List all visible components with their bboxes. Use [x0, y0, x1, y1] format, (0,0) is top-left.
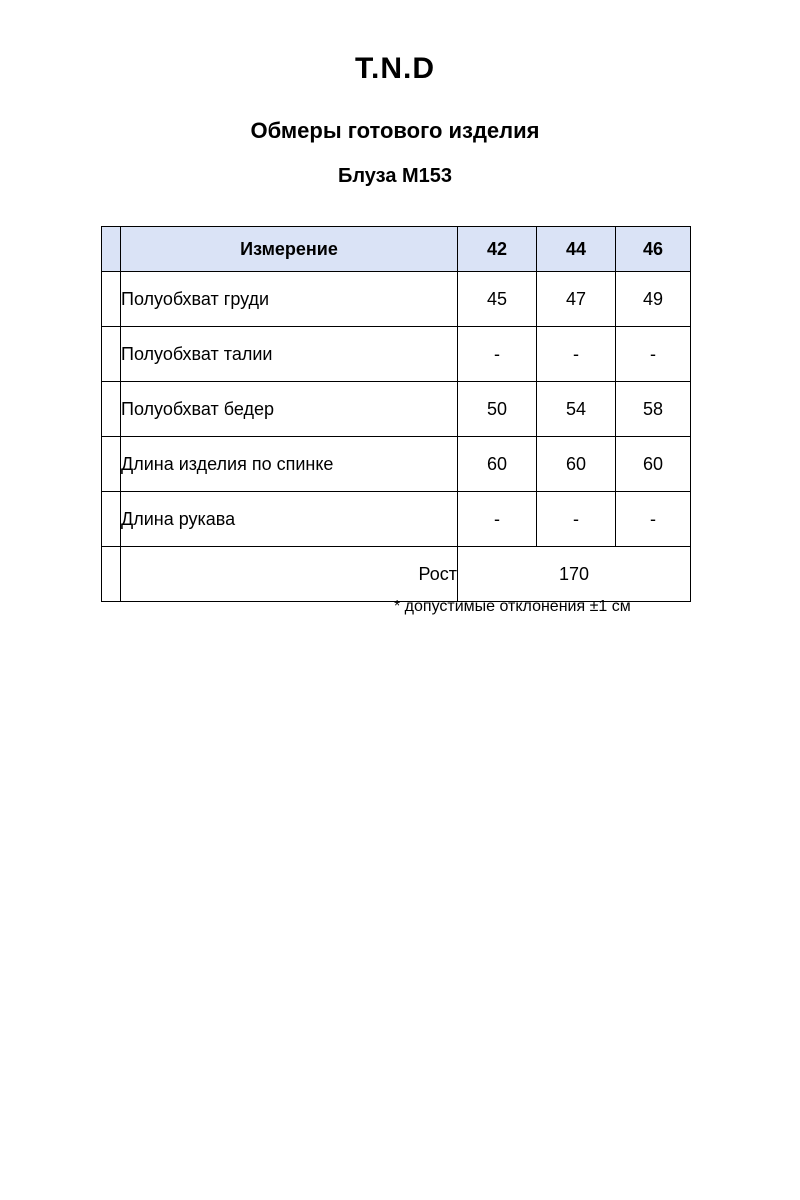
table-row: [102, 272, 691, 327]
measurements-table: [101, 226, 691, 602]
height-value: 170: [458, 547, 691, 602]
measurement-value: -: [458, 492, 537, 547]
measurement-value: 49: [616, 272, 691, 327]
measurement-value: 47: [537, 272, 616, 327]
measurement-value: 60: [616, 437, 691, 492]
measurement-value: -: [458, 327, 537, 382]
measurement-name: Длина изделия по спинке: [121, 437, 458, 492]
table-row: [102, 327, 691, 382]
column-header-size: 46: [616, 227, 691, 272]
height-label: Рост: [121, 547, 458, 602]
measurement-name: Полуобхват бедер: [121, 382, 458, 437]
measurement-value: 60: [537, 437, 616, 492]
page-title: Обмеры готового изделия: [250, 118, 540, 143]
row-marker: [102, 382, 121, 437]
measurement-name: Длина рукава: [121, 492, 458, 547]
row-marker: [102, 547, 121, 602]
table-row: [102, 437, 691, 492]
measurement-value: 50: [458, 382, 537, 437]
measurement-name: Полуобхват талии: [121, 327, 458, 382]
column-header-size: 42: [458, 227, 537, 272]
measurement-value: 60: [458, 437, 537, 492]
table-row: [102, 492, 691, 547]
measurement-value: -: [537, 492, 616, 547]
measurement-name: Полуобхват груди: [121, 272, 458, 327]
column-header-measurement: Измерение: [121, 227, 458, 272]
height-row: [102, 547, 691, 602]
product-name: Блуза М153: [337, 165, 453, 187]
table-row: [102, 382, 691, 437]
measurement-value: -: [537, 327, 616, 382]
measurement-value: 58: [616, 382, 691, 437]
row-marker: [102, 492, 121, 547]
table-header-row: [102, 227, 691, 272]
row-marker: [102, 327, 121, 382]
row-marker: [102, 272, 121, 327]
column-header-size: 44: [537, 227, 616, 272]
tolerance-note: * допустимые отклонения ±1 см: [394, 598, 631, 615]
row-marker-header: [102, 227, 121, 272]
measurement-value: -: [616, 327, 691, 382]
measurement-value: -: [616, 492, 691, 547]
row-marker: [102, 437, 121, 492]
brand-name: T.N.D: [355, 52, 435, 85]
measurement-value: 54: [537, 382, 616, 437]
measurement-value: 45: [458, 272, 537, 327]
